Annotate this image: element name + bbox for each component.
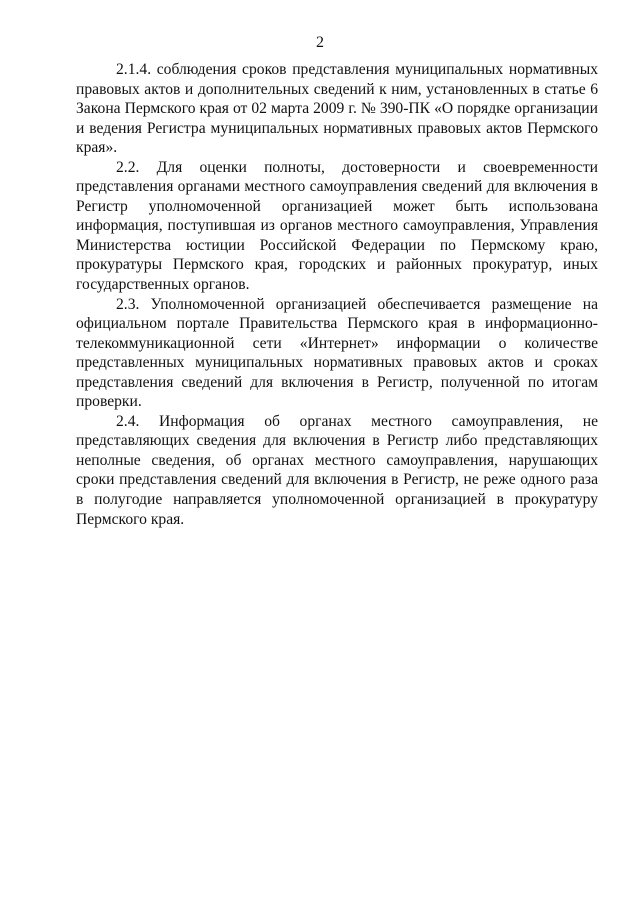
- paragraph-2-4: 2.4. Информация об органах местного самоуправления, не представляющих сведения для включения в Регистр либо представляющих неполные сведения, об органах местного самоуправления, нарушающих сроки представления сведений для включения в Регистр, не реже одного раза в полугодие направляется уполномоченной организацией в прокуратуру Пермского края.: [76, 412, 598, 528]
- paragraph-2-1-4: 2.1.4. соблюдения сроков представления муниципальных нормативных правовых актов и дополнительных сведений к ним, установленных в статье 6 Закона Пермского края от 02 марта 2009 г. № 390-ПК «О порядке организации и ведения Регистра муниципальных нормативных правовых актов Пермского края».: [76, 61, 598, 157]
- page-number: 2: [316, 34, 324, 51]
- document-body: [76, 60, 598, 529]
- paragraph-2-3: 2.3. Уполномоченной организацией обеспечивается размещение на официальном портале Правительства Пермского края в информационно-телекоммуникационной сети «Интернет» информации о количестве представленных муниципальных нормативных правовых актов и сроках представления сведений для включения в Регистр, полученной по итогам проверки.: [76, 295, 598, 411]
- paragraph-2-2: 2.2. Для оценки полноты, достоверности и своевременности представления органами местного самоуправления сведений для включения в Регистр уполномоченной организацией может быть использована информация, поступившая из органов местного самоуправления, Управления Министерства юстиции Российской Федерации по Пермскому краю, прокуратуры Пермского края, городских и районных прокуратур, иных государственных органов.: [76, 158, 598, 294]
